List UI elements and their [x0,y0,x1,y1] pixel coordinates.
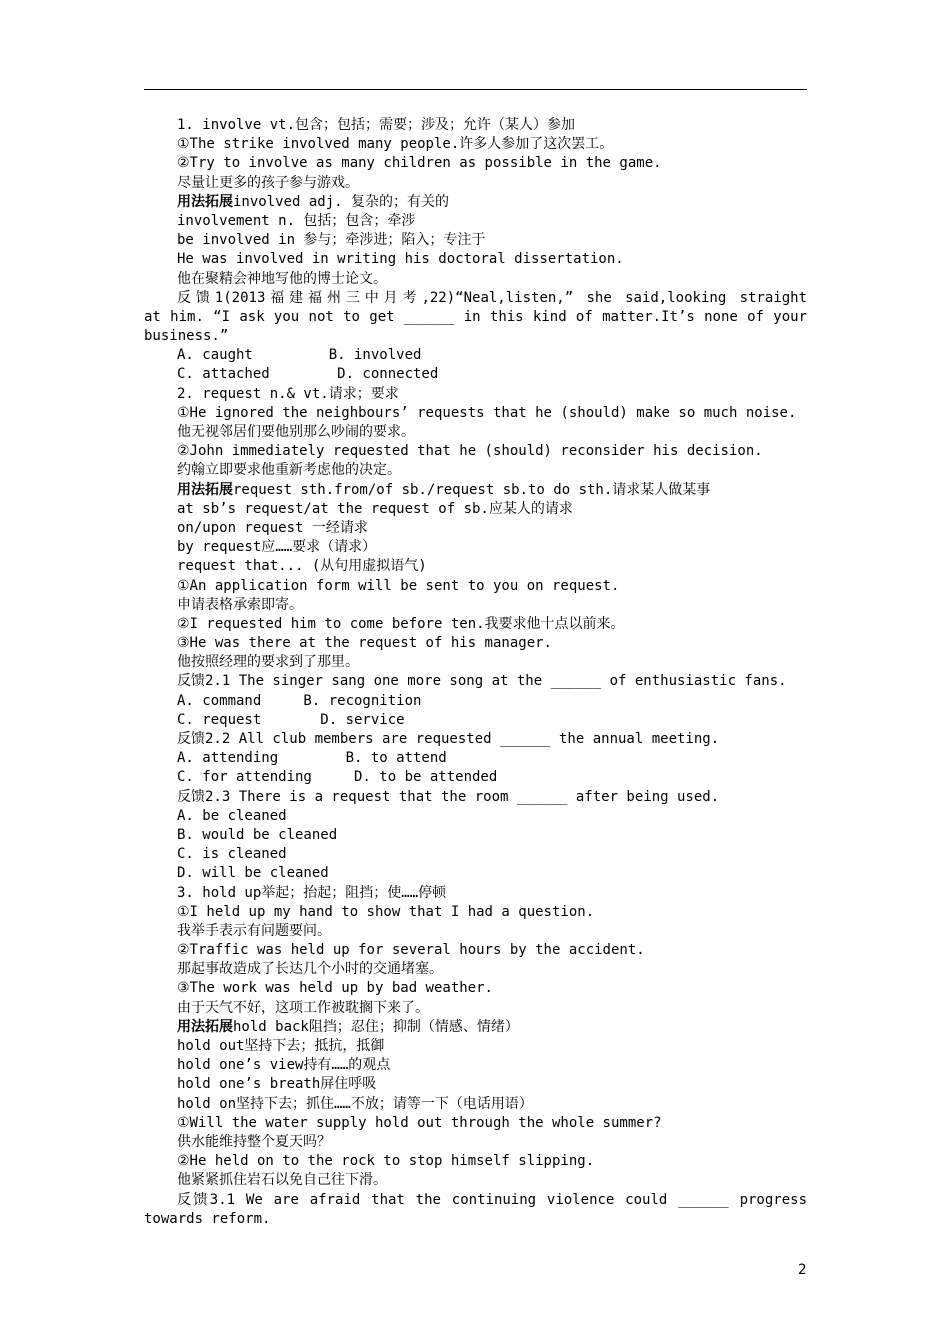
line-text: 2. request n.& vt.请求；要求 [177,385,399,402]
text-line [144,1056,807,1075]
line-text: hold back阻挡；忍住；抑制（情感、情绪） [233,1018,519,1035]
text-line [144,864,807,883]
line-text: 3. hold up举起；抬起；阻挡；使……停顿 [177,884,447,901]
line-text: A. command B. recognition [177,692,422,709]
text-line [144,500,807,519]
line-text: 他紧紧抓住岩石以免自己往下滑。 [177,1172,387,1189]
text-line [144,768,807,787]
line-text: 他无视邻居们要他别那么吵闹的要求。 [177,424,415,440]
text-line [144,461,807,480]
line-text: towards reform. [144,1210,271,1227]
line-text: A. caught B. involved [177,347,422,364]
text-line [144,884,807,903]
text-line [144,423,807,442]
line-text: C. is cleaned [177,846,287,863]
text-line [144,1037,807,1056]
text-line [144,845,807,864]
section-label: 用法拓展 [177,193,233,210]
line-text: 反馈2.1 The singer sang one more song at the ______ of enthusiastic fans. [177,673,787,690]
text-line [144,1075,807,1094]
line-text: ③The work was held up by bad weather. [177,980,493,997]
text-line [144,807,807,826]
text-line [144,960,807,979]
line-text: 那起事故造成了长达几个小时的交通堵塞。 [177,961,443,978]
line-text: involved adj. 复杂的；有关的 [233,193,450,210]
header-rule [144,89,807,90]
line-text: at sb’s request/at the request of sb.应某人的请求 [177,500,573,517]
line-text: hold on坚持下去；抓住……不放；请等一下（电话用语） [177,1095,533,1112]
line-text: request that... (从句用虚拟语气) [177,558,427,575]
line-text: B. would be cleaned [177,826,338,843]
line-text: A. be cleaned [177,807,287,824]
line-text: A. attending B. to attend [177,750,447,767]
text-line [144,1114,807,1133]
line-text: ①He ignored the neighbours’ requests that he (should) make so much noise. [177,404,797,421]
line-text: C. for attending D. to be attended [177,769,498,786]
text-line [144,538,807,557]
text-line [144,615,807,634]
line-text: He was involved in writing his doctoral dissertation. [177,251,624,268]
text-line [144,941,807,960]
line-text: ①I held up my hand to show that I had a question. [177,903,595,920]
text-line [144,711,807,730]
text-line [144,1133,807,1152]
text-line [144,193,807,212]
line-text: ②Traffic was held up for several hours by the accident. [177,942,645,959]
line-text: 反馈1(2013福建福州三中月考,22)“Neal,listen,” she said,looking straight [177,289,807,306]
line-text: involvement n. 包括；包含；牵涉 [177,212,416,229]
line-text: 尽量让更多的孩子参与游戏。 [177,174,359,191]
text-line [144,308,807,327]
text-line [144,135,807,154]
text-line [144,270,807,289]
line-text: request sth.from/of sb./request sb.to do sth.请求某人做某事 [233,481,711,498]
text-line [144,1191,807,1210]
text-line [144,979,807,998]
section-label: 用法拓展 [177,1018,233,1035]
text-line [144,672,807,691]
line-text: ②I requested him to come before ten.我要求他十点以前来。 [177,615,625,632]
text-line [144,653,807,672]
text-line [144,231,807,250]
text-line [144,212,807,231]
text-line [144,788,807,807]
text-line [144,481,807,500]
text-line [144,1210,807,1229]
text-line [144,1018,807,1037]
line-text: ①The strike involved many people.许多人参加了这次罢工。 [177,136,614,153]
text-line [144,1171,807,1190]
text-line [144,596,807,615]
line-text: C. attached D. connected [177,366,439,383]
text-line [144,749,807,768]
line-text: ②Try to involve as many children as possible in the game. [177,155,662,172]
line-text: at him. “I ask you not to get ______ in this kind of matter.It’s none of your [144,308,807,325]
line-text: D. will be cleaned [177,865,329,882]
text-line [144,634,807,653]
text-line [144,385,807,404]
text-line [144,365,807,384]
text-line [144,250,807,269]
line-text: 我举手表示有问题要问。 [177,922,331,939]
text-line [144,346,807,365]
line-text: hold one’s view持有……的观点 [177,1057,391,1074]
text-line [144,174,807,193]
text-line [144,116,807,135]
text-line [144,289,807,308]
text-line [144,903,807,922]
text-line [144,577,807,596]
line-text: 由于天气不好，这项工作被耽搁下来了。 [177,999,429,1016]
text-line [144,519,807,538]
line-text: 反馈3.1 We are afraid that the continuing violence could ______ progress [177,1191,807,1208]
text-line [144,442,807,461]
page-number: 2 [798,1262,807,1278]
line-text: hold one’s breath屏住呼吸 [177,1076,377,1093]
section-label: 用法拓展 [177,481,233,498]
line-text: 反馈2.3 There is a request that the room ______ after being used. [177,788,720,805]
line-text: 约翰立即要求他重新考虑他的决定。 [177,462,401,479]
line-text: 他在聚精会神地写他的博士论文。 [177,270,387,287]
line-text: 他按照经理的要求到了那里。 [177,654,359,671]
line-text: be involved in 参与；牵涉进；陷入；专注于 [177,232,486,249]
document-body [144,116,807,1229]
line-text: 申请表格承索即寄。 [177,596,303,613]
text-line [144,327,807,346]
text-line [144,557,807,576]
text-line [144,404,807,423]
text-line [144,1095,807,1114]
text-line [144,1152,807,1171]
line-text: ③He was there at the request of his manager. [177,635,552,652]
line-text: ②He held on to the rock to stop himself slipping. [177,1153,595,1170]
line-text: by request应……要求（请求） [177,539,377,556]
text-line [144,826,807,845]
text-line [144,730,807,749]
line-text: on/upon request 一经请求 [177,519,368,536]
line-text: C. request D. service [177,711,405,728]
text-line [144,999,807,1018]
line-text: ①Will the water supply hold out through the whole summer? [177,1114,662,1131]
line-text: hold out坚持下去；抵抗，抵御 [177,1038,385,1054]
line-text: 反馈2.2 All club members are requested ______ the annual meeting. [177,731,720,747]
line-text: ②John immediately requested that he (should) reconsider his decision. [177,443,763,460]
line-text: ①An application form will be sent to you on request. [177,577,620,594]
line-text: 供水能维持整个夏天吗？ [177,1133,331,1150]
line-text: 1. involve vt.包含；包括；需要；涉及；允许（某人）参加 [177,117,576,133]
text-line [144,154,807,173]
line-text: business.” [144,328,229,345]
text-line [144,692,807,711]
text-line [144,922,807,941]
